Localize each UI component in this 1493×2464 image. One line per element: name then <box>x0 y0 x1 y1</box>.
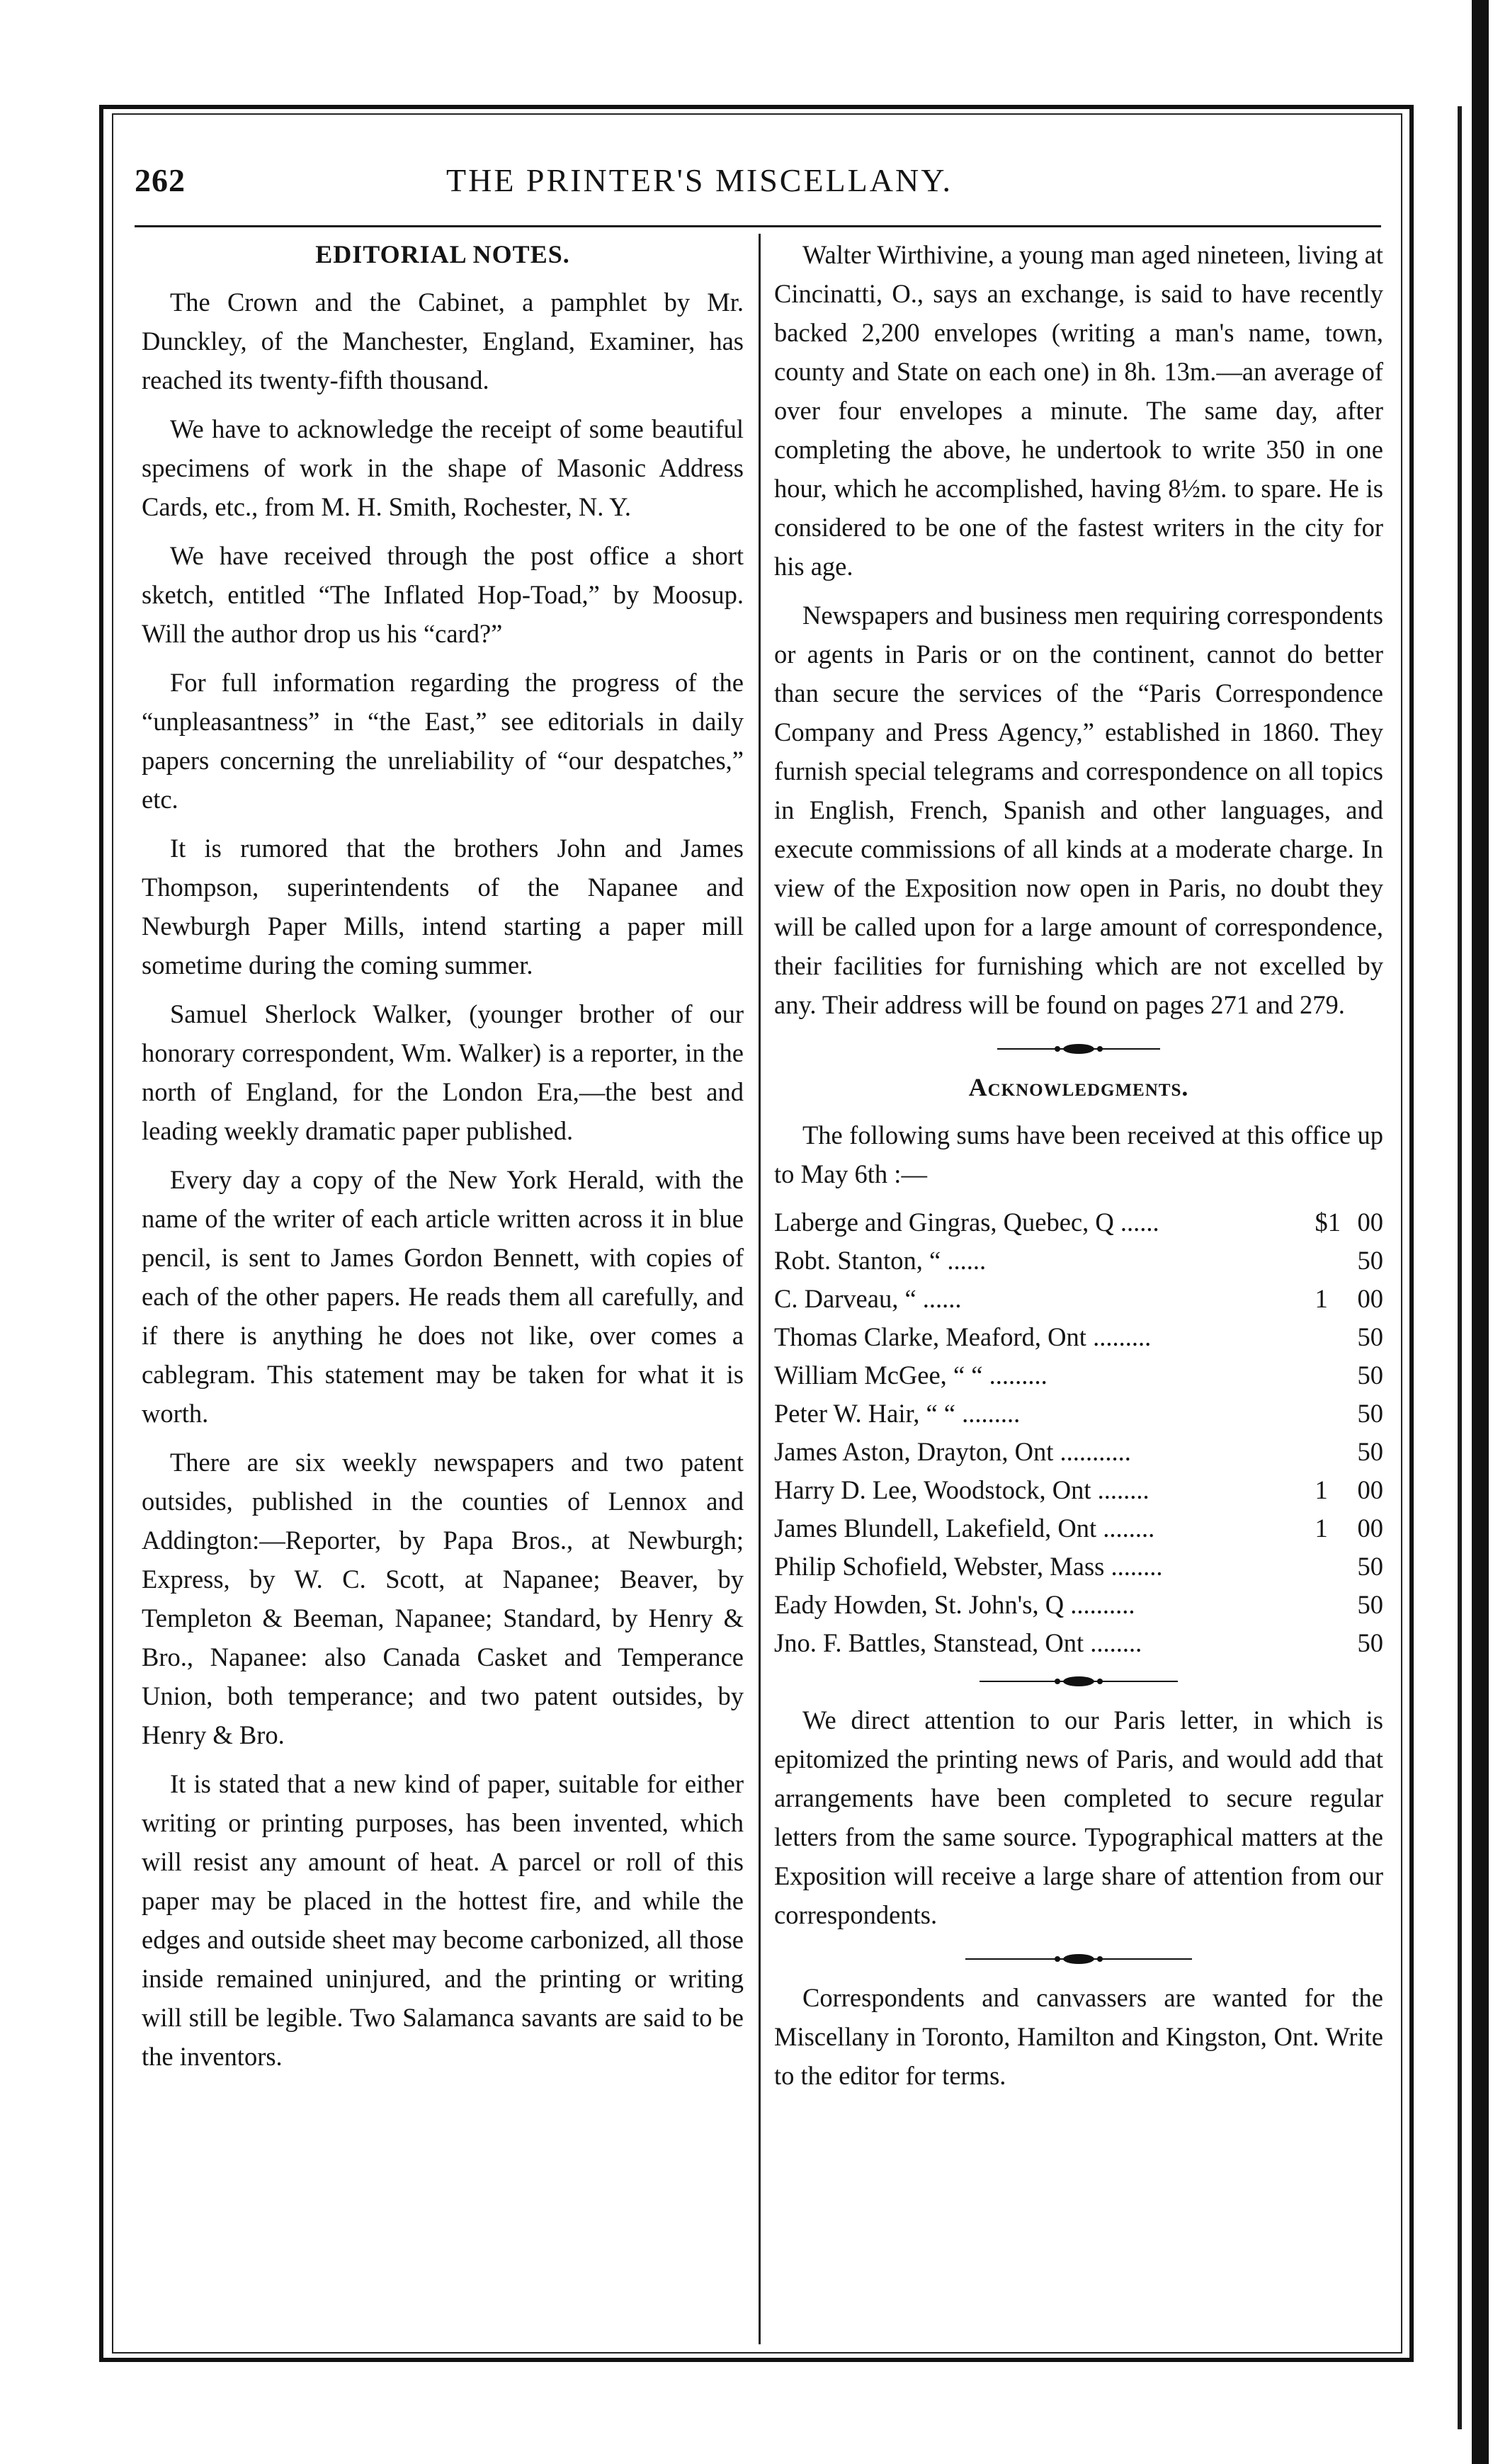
amount-dollars <box>1315 1242 1341 1280</box>
header-rule <box>135 225 1381 227</box>
amount-dollars <box>1315 1318 1341 1356</box>
contributor-name: James Blundell, Lakefield, Ont <box>774 1514 1097 1543</box>
dot-leader: “ ...... <box>904 1284 962 1313</box>
note-paragraph: It is rumored that the brothers John and James Thompson, superintendents of the Napanee and Newburgh Paper Mills, intend starting a paper mill sometime during the coming summer. <box>142 834 744 980</box>
acknowledgment-row <box>774 1395 1383 1433</box>
contributor-name: Philip Schofield, Webster, Mass <box>774 1552 1105 1581</box>
contributor-name: Eady Howden, St. John's, Q <box>774 1590 1065 1619</box>
dot-leader: “ “ ......... <box>953 1361 1048 1390</box>
note-paragraph: There are six weekly newspapers and two patent outsides, published in the counties of Lennox and Addington:—Reporter, by Papa Bros., at Newburgh; Express, by W. C. Scott, at Napanee; Beaver, by Templeton & Beeman, Napanee; Standard, by Henry & Bro., Napanee: also Canada Casket and Temperance Union, both temperance; and two patent outsides, by Henry & Bro. <box>142 1448 744 1749</box>
dot-leader: ........... <box>1060 1437 1131 1466</box>
amount-dollars: $1 <box>1315 1208 1341 1237</box>
note-paragraph: Every day a copy of the New York Herald, with the name of the writer of each article written across it in blue pencil, is sent to James Gordon Bennett, with copies of each of the other papers. He reads them all carefully, and if there is anything he does not like, over comes a cablegram. This statement may be taken for what it is worth. <box>142 1165 744 1428</box>
dot-leader: “ ...... <box>929 1246 987 1275</box>
amount-dollars: 1 <box>1315 1475 1328 1504</box>
contributor-name: C. Darveau, <box>774 1284 899 1313</box>
amount-cents: 50 <box>1357 1361 1383 1390</box>
note-paragraph: Correspondents and canvassers are wanted for the Miscellany in Toronto, Hamilton and Kingston, Ont. Write to the editor for terms. <box>774 1983 1383 2090</box>
note-paragraph: Newspapers and business men requiring correspondents or agents in Paris or on the continent, cannot do better than secure the services of the “Paris Correspondence Company and Press Agency,” established in 1860. They furnish special telegrams and correspondence on all topics in English, French, Spanish and other languages, and execute commissions of all kinds at a moderate charge. In view of the Exposition now open in Paris, no doubt they will be called upon for a large amount of correspondence, their facilities for furnishing which are not excelled by any. Their address will be found on pages 271 and 279. <box>774 601 1383 1019</box>
ornamental-divider <box>774 1944 1383 1974</box>
note-paragraph: It is stated that a new kind of paper, suitable for either writing or printing purposes, has been invented, which will resist any amount of heat. A parcel or roll of this paper may be placed in the hottest fire, and while the edges and outside sheet may become carbonized, all those inside remained uninjured, and the printing or writing will still be legible. Two Salamanca savants are said to be the inventors. <box>142 1769 744 2071</box>
dot-leader: ........ <box>1090 1628 1142 1657</box>
note-paragraph: We direct attention to our Paris letter, in which is epitomized the printing news of Paris, and would add that arrangements have been completed to secure regular letters from the same source. Typographical matters at the Exposition will receive a large share of attention from our correspondents. <box>774 1705 1383 1929</box>
contributor-name: Thomas Clarke, Meaford, Ont <box>774 1322 1086 1351</box>
amount-cents: 50 <box>1357 1590 1383 1619</box>
acknowledgments-intro: The following sums have been received at this office up to May 6th :— <box>774 1120 1383 1188</box>
dot-leader: ...... <box>1120 1208 1159 1237</box>
amount-cents: 50 <box>1357 1437 1383 1466</box>
contributor-name: James Aston, Drayton, Ont <box>774 1437 1054 1466</box>
amount-dollars <box>1315 1395 1341 1433</box>
note-paragraph: Samuel Sherlock Walker, (younger brother of our honorary correspondent, Wm. Walker) is a reporter, in the north of England, for the London Era,—the best and leading weekly dramatic paper published. <box>142 999 744 1145</box>
note-paragraph: We have to acknowledge the receipt of some beautiful specimens of work in the shape of Masonic Address Cards, etc., from M. H. Smith, Rochester, N. Y. <box>142 414 744 521</box>
dot-leader: ........ <box>1111 1552 1163 1581</box>
contributor-name: Robt. Stanton, <box>774 1246 923 1275</box>
amount-dollars <box>1315 1433 1341 1471</box>
note-paragraph: We have received through the post office a short sketch, entitled “The Inflated Hop-Toad,” by Moosup. Will the author drop us his “card?” <box>142 541 744 648</box>
acknowledgments-table <box>774 1203 1383 1662</box>
contributor-name: Jno. F. Battles, Stanstead, Ont <box>774 1628 1084 1657</box>
left-column <box>142 235 744 2086</box>
amount-cents: 50 <box>1357 1399 1383 1428</box>
amount-cents: 00 <box>1357 1284 1383 1313</box>
page-number: 262 <box>135 162 186 198</box>
amount-dollars <box>1315 1624 1341 1662</box>
acknowledgments-heading: Acknowledgments. <box>968 1073 1189 1101</box>
contributor-name: Peter W. Hair, <box>774 1399 920 1428</box>
scan-edge <box>1472 0 1489 2464</box>
contributor-name: Harry D. Lee, Woodstock, Ont <box>774 1475 1091 1504</box>
dot-leader: .......... <box>1070 1590 1135 1619</box>
column-rule <box>759 234 761 2344</box>
right-column <box>774 235 1383 2105</box>
amount-cents: 50 <box>1357 1246 1383 1275</box>
amount-dollars: 1 <box>1315 1514 1328 1543</box>
dot-leader: ......... <box>1093 1322 1152 1351</box>
amount-dollars <box>1315 1586 1341 1624</box>
running-title: THE PRINTER'S MISCELLANY. <box>446 162 953 198</box>
amount-dollars: 1 <box>1315 1284 1328 1313</box>
acknowledgment-row <box>774 1280 1383 1318</box>
dot-leader: ........ <box>1103 1514 1155 1543</box>
contributor-name: William McGee, <box>774 1361 947 1390</box>
ornamental-divider <box>774 1667 1383 1696</box>
editorial-notes-heading: EDITORIAL NOTES. <box>315 240 570 268</box>
amount-cents: 50 <box>1357 1322 1383 1351</box>
amount-cents: 00 <box>1357 1475 1383 1504</box>
acknowledgment-row <box>774 1318 1383 1356</box>
note-paragraph: For full information regarding the progress of the “unpleasantness” in “the East,” see editorials in daily papers concerning the unreliability of “our despatches,” etc. <box>142 668 744 814</box>
amount-dollars <box>1315 1548 1341 1586</box>
acknowledgment-row <box>774 1242 1383 1280</box>
amount-cents: 50 <box>1357 1552 1383 1581</box>
scan-edge-line <box>1458 106 1462 2429</box>
contributor-name: Laberge and Gingras, Quebec, Q <box>774 1208 1114 1237</box>
acknowledgment-row <box>774 1624 1383 1662</box>
page-header <box>135 149 1381 220</box>
amount-cents: 50 <box>1357 1628 1383 1657</box>
acknowledgment-row <box>774 1509 1383 1548</box>
note-paragraph: The Crown and the Cabinet, a pamphlet by Mr. Dunckley, of the Manchester, England, Examiner, has reached its twenty-fifth thousand. <box>142 288 744 394</box>
acknowledgment-row <box>774 1433 1383 1471</box>
amount-dollars <box>1315 1356 1341 1395</box>
note-paragraph: Walter Wirthivine, a young man aged nineteen, living at Cincinatti, O., says an exchange, is said to have recently backed 2,200 envelopes (writing a man's name, town, county and State on each one) in 8h. 13m.—an average of over four envelopes a minute. The same day, after completing the above, he undertook to write 350 in one hour, which he accomplished, having 8½m. to spare. He is considered to be one of the fastest writers in the city for his age. <box>774 240 1383 581</box>
acknowledgment-row <box>774 1356 1383 1395</box>
dot-leader: “ “ ......... <box>926 1399 1021 1428</box>
acknowledgment-row <box>774 1548 1383 1586</box>
acknowledgment-row <box>774 1586 1383 1624</box>
ornamental-divider <box>774 1034 1383 1064</box>
dot-leader: ........ <box>1097 1475 1149 1504</box>
amount-cents: 00 <box>1357 1208 1383 1237</box>
acknowledgment-row <box>774 1471 1383 1509</box>
amount-cents: 00 <box>1357 1514 1383 1543</box>
acknowledgment-row <box>774 1203 1383 1242</box>
